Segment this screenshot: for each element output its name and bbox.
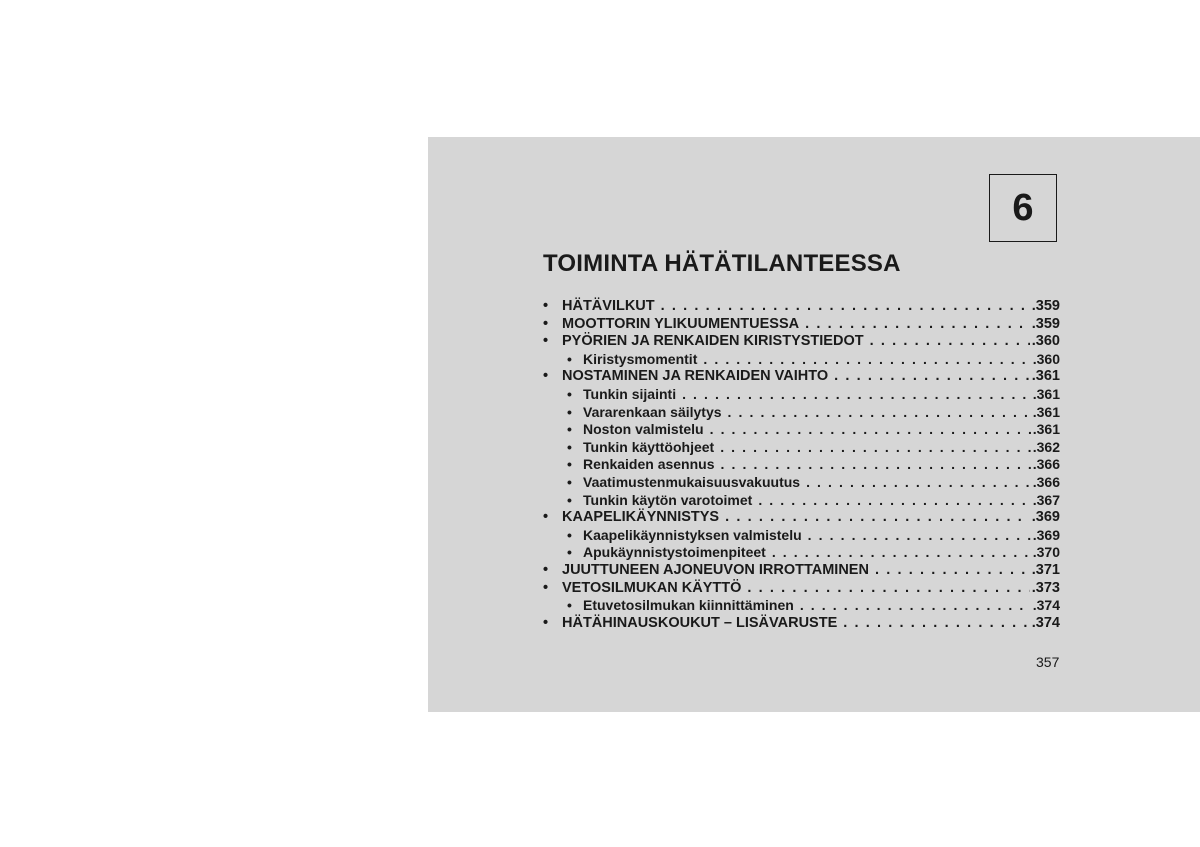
bullet-icon: • — [543, 315, 549, 332]
dot-leader — [720, 439, 1031, 455]
bullet-icon: • — [567, 438, 572, 455]
bullet-icon: • — [567, 456, 572, 473]
dot-leader — [661, 298, 1030, 314]
toc-entry-page: .374 — [1031, 614, 1060, 631]
toc-entry-page: .367 — [1032, 491, 1060, 508]
dot-leader — [843, 615, 1030, 631]
bullet-icon: • — [567, 544, 572, 561]
dot-leader — [728, 404, 1031, 420]
dot-leader — [703, 351, 1030, 367]
toc-subentry[interactable] — [543, 474, 1060, 492]
toc-entry-page: .371 — [1031, 561, 1060, 578]
table-of-contents — [543, 298, 1060, 632]
chapter-number: 6 — [1012, 186, 1034, 229]
toc-entry-label: Vaatimustenmukaisuusvakuutus — [583, 473, 801, 490]
toc-entry-label: KAAPELIKÄYNNISTYS — [562, 509, 720, 526]
toc-entry[interactable] — [543, 562, 1060, 580]
toc-entry[interactable] — [543, 509, 1060, 527]
bullet-icon: • — [543, 368, 549, 385]
dot-leader — [800, 597, 1031, 613]
toc-entry[interactable] — [543, 316, 1060, 334]
bullet-icon: • — [567, 350, 572, 367]
bullet-icon: • — [543, 509, 549, 526]
toc-entry-label: Tunkin sijainti — [583, 385, 677, 402]
dot-leader — [758, 492, 1030, 508]
toc-entry-page: .360 — [1031, 333, 1060, 350]
toc-entry[interactable] — [543, 580, 1060, 598]
toc-entry-page: .359 — [1031, 315, 1060, 332]
toc-subentry[interactable] — [543, 404, 1060, 422]
toc-entry-label: HÄTÄVILKUT — [562, 298, 655, 314]
toc-entry-page: .361 — [1031, 368, 1060, 385]
bullet-icon: • — [543, 579, 549, 596]
toc-entry-label: Kiristysmomentit — [583, 350, 698, 367]
dot-leader — [725, 509, 1030, 525]
toc-entry-page: .360 — [1032, 350, 1060, 367]
bullet-icon: • — [567, 526, 572, 543]
toc-entry[interactable] — [543, 615, 1060, 633]
toc-subentry[interactable] — [543, 421, 1060, 439]
dot-leader — [870, 333, 1030, 349]
chapter-number-box — [989, 174, 1057, 242]
toc-entry-label: MOOTTORIN YLIKUUMENTUESSA — [562, 315, 800, 332]
dot-leader — [747, 580, 1029, 596]
toc-entry-page: .370 — [1032, 544, 1060, 561]
toc-entry-label: Tunkin käytön varotoimet — [583, 491, 753, 508]
dot-leader — [875, 562, 1030, 578]
toc-entry-page: .359 — [1031, 298, 1060, 314]
bullet-icon: • — [567, 491, 572, 508]
toc-subentry[interactable] — [543, 527, 1060, 545]
toc-entry-page: .362 — [1032, 438, 1060, 455]
bullet-icon: • — [567, 421, 572, 438]
chapter-title: TOIMINTA HÄTÄTILANTEESSA — [543, 250, 901, 277]
toc-subentry[interactable] — [543, 544, 1060, 562]
toc-subentry[interactable] — [543, 456, 1060, 474]
bullet-icon: • — [567, 473, 572, 490]
page-number: 357 — [1036, 654, 1060, 670]
toc-entry-label: Renkaiden asennus — [583, 456, 715, 473]
bullet-icon: • — [567, 597, 572, 614]
toc-subentry[interactable] — [543, 439, 1060, 457]
toc-entry-page: .361 — [1032, 403, 1060, 420]
toc-entry-page: .361 — [1032, 385, 1060, 402]
toc-entry-label: Tunkin käyttöohjeet — [583, 438, 715, 455]
toc-entry-label: Vararenkaan säilytys — [583, 403, 722, 420]
toc-entry-label: Kaapelikäynnistyksen valmistelu — [583, 526, 802, 543]
bullet-icon: • — [543, 561, 549, 578]
toc-subentry[interactable] — [543, 597, 1060, 615]
bullet-icon: • — [543, 333, 549, 350]
toc-entry-label: JUUTTUNEEN AJONEUVON IRROTTAMINEN — [562, 561, 869, 578]
toc-entry-page: .373 — [1031, 579, 1060, 596]
dot-leader — [805, 316, 1030, 332]
toc-entry-page: .369 — [1031, 509, 1060, 526]
toc-entry[interactable] — [543, 368, 1060, 386]
bullet-icon: • — [543, 298, 549, 314]
toc-subentry[interactable] — [543, 351, 1060, 369]
toc-entry[interactable] — [543, 298, 1060, 316]
toc-entry[interactable] — [543, 333, 1060, 351]
dot-leader — [721, 456, 1031, 472]
dot-leader — [834, 368, 1030, 384]
toc-subentry[interactable] — [543, 386, 1060, 404]
toc-entry-page: .369 — [1032, 526, 1060, 543]
bullet-icon: • — [567, 385, 572, 402]
toc-entry-page: .366 — [1032, 456, 1060, 473]
toc-entry-label: VETOSILMUKAN KÄYTTÖ — [562, 579, 742, 596]
dot-leader — [710, 421, 1031, 437]
toc-entry-page: .361 — [1032, 421, 1060, 438]
dot-leader — [682, 386, 1031, 402]
toc-entry-page: .366 — [1032, 473, 1060, 490]
toc-subentry[interactable] — [543, 492, 1060, 510]
toc-entry-label: PYÖRIEN JA RENKAIDEN KIRISTYSTIEDOT — [562, 333, 864, 350]
toc-entry-label: Etuvetosilmukan kiinnittäminen — [583, 597, 794, 614]
dot-leader — [806, 474, 1031, 490]
toc-entry-page: .374 — [1032, 597, 1060, 614]
dot-leader — [808, 527, 1031, 543]
bullet-icon: • — [567, 403, 572, 420]
dot-leader — [772, 544, 1031, 560]
toc-entry-label: Apukäynnistystoimenpiteet — [583, 544, 766, 561]
toc-entry-label: NOSTAMINEN JA RENKAIDEN VAIHTO — [562, 368, 829, 385]
bullet-icon: • — [543, 614, 549, 631]
toc-entry-label: Noston valmistelu — [583, 421, 704, 438]
toc-entry-label: HÄTÄHINAUSKOUKUT – LISÄVARUSTE — [562, 614, 838, 631]
